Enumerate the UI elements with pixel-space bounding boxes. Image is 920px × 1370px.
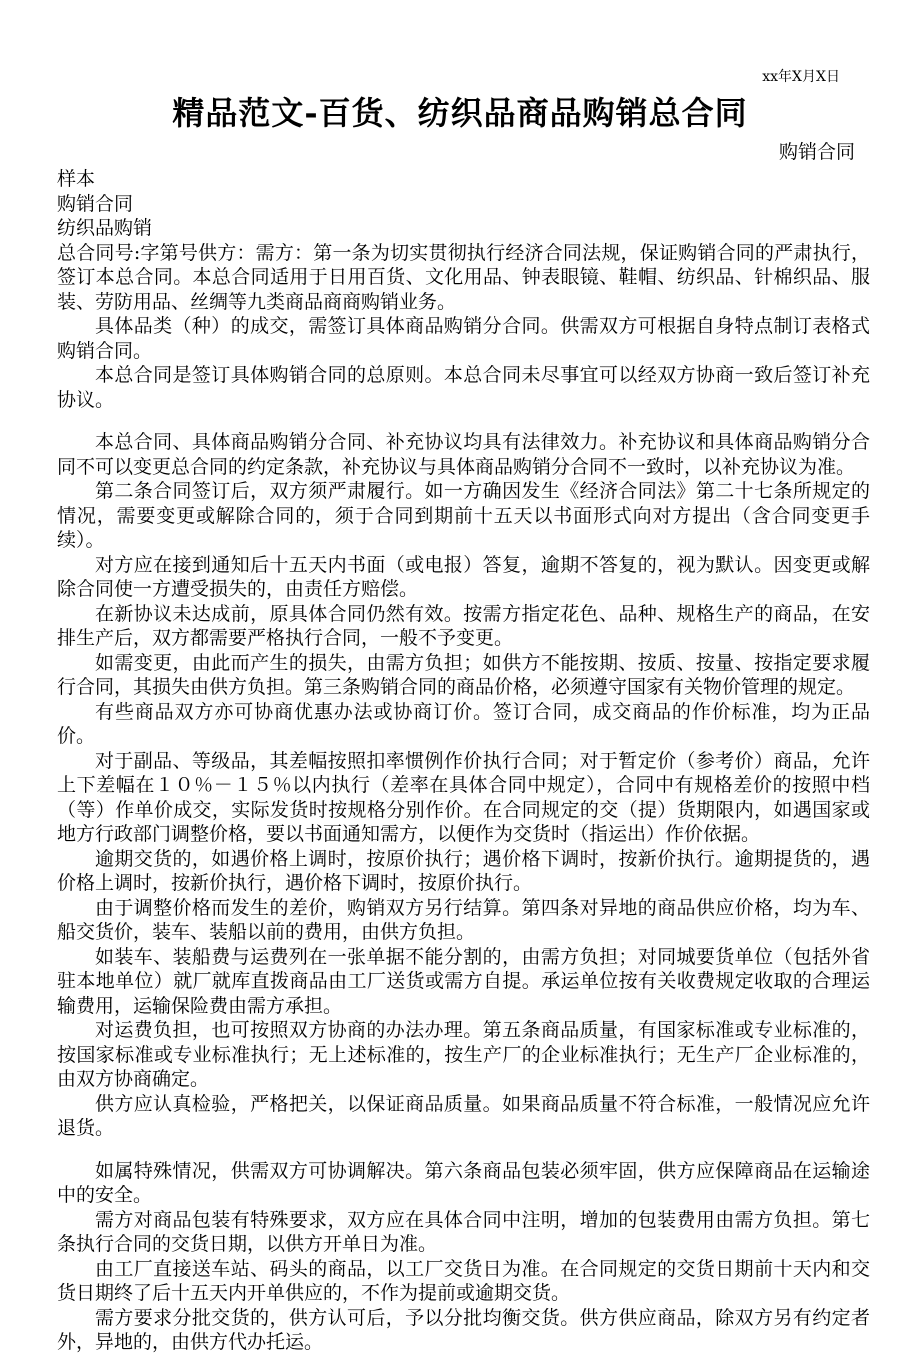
paragraph: 对方应在接到通知后十五天内书面（或电报）答复，逾期不答复的，视为默认。因变更或解除合同使一方遭受损失的，由责任方赔偿。 [57, 553, 870, 600]
document-subtitle: 购销合同 [778, 141, 855, 163]
paragraph: 第二条合同签订后，双方须严肃履行。如一方确因发生《经济合同法》第二十七条所规定的情况，需要变更或解除合同的，须于合同到期前十五天以书面形式向对方提出（含合同变更手续）。 [57, 480, 870, 551]
paragraph: 本总合同是签订具体购销合同的总原则。本总合同未尽事宜可以经双方协商一致后签订补充协议。 [57, 364, 870, 411]
paragraph-spacer [57, 412, 870, 430]
paragraph: 由工厂直接送车站、码头的商品，以工厂交货日为准。在合同规定的交货日期前十天内和交货日期终了后十五天内开单供应的，不作为提前或逾期交货。 [57, 1257, 870, 1304]
paragraph: 对运费负担，也可按照双方协商的办法办理。第五条商品质量，有国家标准或专业标准的，按国家标准或专业标准执行；无上述标准的，按生产厂的企业标准执行；无生产厂企业标准的，由双方协商确定。 [57, 1019, 870, 1090]
paragraph: 购销合同 [57, 192, 134, 215]
document-page [0, 68, 920, 1370]
paragraph: 对于副品、等级品，其差幅按照扣率惯例作价执行合同；对于暂定价（参考价）商品，允许上下差幅在１０％－１５％以内执行（差率在具体合同中规定），合同中有规格差价的按照中档（等）作单价成交，实际发货时按规格分别作价。在合同规定的交（提）货期限内，如遇国家或地方行政部门调整价格，要以书面通知需方，以便作为交货时（指运出）作价依据。 [57, 749, 870, 845]
document-body [57, 167, 870, 1355]
paragraph: 由于调整价格而发生的差价，购销双方另行结算。第四条对异地的商品供应价格，均为车、船交货价，装车、装船以前的费用，由供方负担。 [57, 896, 870, 943]
paragraph: 如属特殊情况，供需双方可协调解决。第六条商品包装必须牢固，供方应保障商品在运输途中的安全。 [57, 1159, 870, 1206]
document-date: xx年X月X日 [762, 69, 840, 85]
paragraph: 逾期交货的，如遇价格上调时，按原价执行；遇价格下调时，按新价执行。逾期提货的，遇价格上调时，按新价执行，遇价格下调时，按原价执行。 [57, 847, 870, 894]
paragraph: 需方对商品包装有特殊要求，双方应在具体合同中注明，增加的包装费用由需方负担。第七条执行合同的交货日期，以供方开单日为准。 [57, 1208, 870, 1255]
paragraph: 总合同号:字第号供方：需方：第一条为切实贯彻执行经济合同法规，保证购销合同的严肃执行，签订本总合同。本总合同适用于日用百货、文化用品、钟表眼镜、鞋帽、纺织品、针棉织品、服装、劳防用品、丝绸等九类商品商商购销业务。 [57, 241, 870, 313]
paragraph: 具体品类（种）的成交，需签订具体商品购销分合同。供需双方可根据自身特点制订表格式购销合同。 [57, 315, 870, 362]
paragraph: 样本 [57, 168, 96, 190]
document-title: 精品范文-百货、纺织品商品购销总合同 [172, 94, 748, 132]
paragraph: 在新协议未达成前，原具体合同仍然有效。按需方指定花色、品种、规格生产的商品，在安排生产后，双方都需要严格执行合同，一般不予变更。 [57, 602, 870, 649]
paragraph: 有些商品双方亦可协商优惠办法或协商订价。签订合同，成交商品的作价标准，均为正品价。 [57, 700, 870, 747]
paragraph: 需方要求分批交货的，供方认可后，予以分批均衡交货。供方供应商品，除双方另有约定者外，异地的，由供方代办托运。 [57, 1306, 870, 1353]
paragraph: 供方应认真检验，严格把关，以保证商品质量。如果商品质量不符合标准，一般情况应允许退货。 [57, 1092, 870, 1139]
paragraph: 如需变更，由此而产生的损失，由需方负担；如供方不能按期、按质、按量、按指定要求履行合同，其损失由供方负担。第三条购销合同的商品价格，必须遵守国家有关物价管理的规定。 [57, 651, 870, 698]
paragraph: 如装车、装船费与运费列在一张单据不能分割的，由需方负担；对同城要货单位（包括外省驻本地单位）就厂就库直拨商品由工厂送货或需方自提。承运单位按有关收费规定收取的合理运输费用，运输保险费由需方承担。 [57, 945, 870, 1017]
paragraph: 本总合同、具体商品购销分合同、补充协议均具有法律效力。补充协议和具体商品购销分合同不可以变更总合同的约定条款，补充协议与具体商品购销分合同不一致时，以补充协议为准。 [57, 431, 870, 478]
paragraph: 纺织品购销 [57, 217, 153, 239]
paragraph-spacer [57, 1141, 870, 1159]
